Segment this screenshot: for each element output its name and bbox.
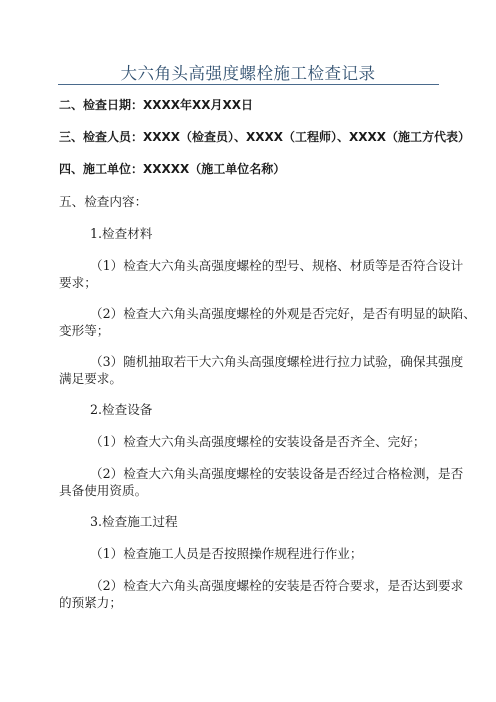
list-item: （2）检查大六角头高强度螺栓的安装是否符合要求，是否达到要求 (90, 578, 464, 593)
list-item: （2）检查大六角头高强度螺栓的外观是否完好，是否有明显的缺陷、 (90, 306, 476, 321)
section-heading: 五、检查内容： (59, 194, 148, 209)
inspection-date: 二、检查日期：XXXX年XX月XX日 (59, 98, 254, 112)
subsection-heading: 1.检查材料 (90, 226, 153, 241)
list-item: （1）检查大六角头高强度螺栓的安装设备是否齐全、完好； (90, 434, 426, 449)
subsection-heading: 2.检查设备 (90, 402, 153, 417)
document-title: 大六角头高强度螺栓施工检查记录 (120, 64, 376, 83)
list-item-continuation: 的预紧力； (59, 595, 122, 610)
list-item-continuation: 变形等； (59, 323, 110, 338)
list-item: （2）检查大六角头高强度螺栓的安装设备是否经过合格检测，是否 (90, 466, 464, 481)
list-item-continuation: 具备使用资质。 (59, 483, 148, 498)
title-underline (58, 84, 439, 85)
list-item-continuation: 要求； (59, 275, 97, 290)
inspection-personnel: 三、检查人员：XXXX（检查员）、XXXX（工程师）、XXXX（施工方代表） (59, 130, 471, 144)
construction-unit: 四、施工单位：XXXXX（施工单位名称） (59, 162, 286, 176)
list-item: （1）检查施工人员是否按照操作规程进行作业； (90, 546, 363, 561)
list-item-continuation: 满足要求。 (59, 371, 122, 386)
subsection-heading: 3.检查施工过程 (90, 514, 178, 529)
list-item: （3）随机抽取若干大六角头高强度螺栓进行拉力试验，确保其强度 (90, 354, 464, 369)
list-item: （1）检查大六角头高强度螺栓的型号、规格、材质等是否符合设计 (90, 258, 464, 273)
